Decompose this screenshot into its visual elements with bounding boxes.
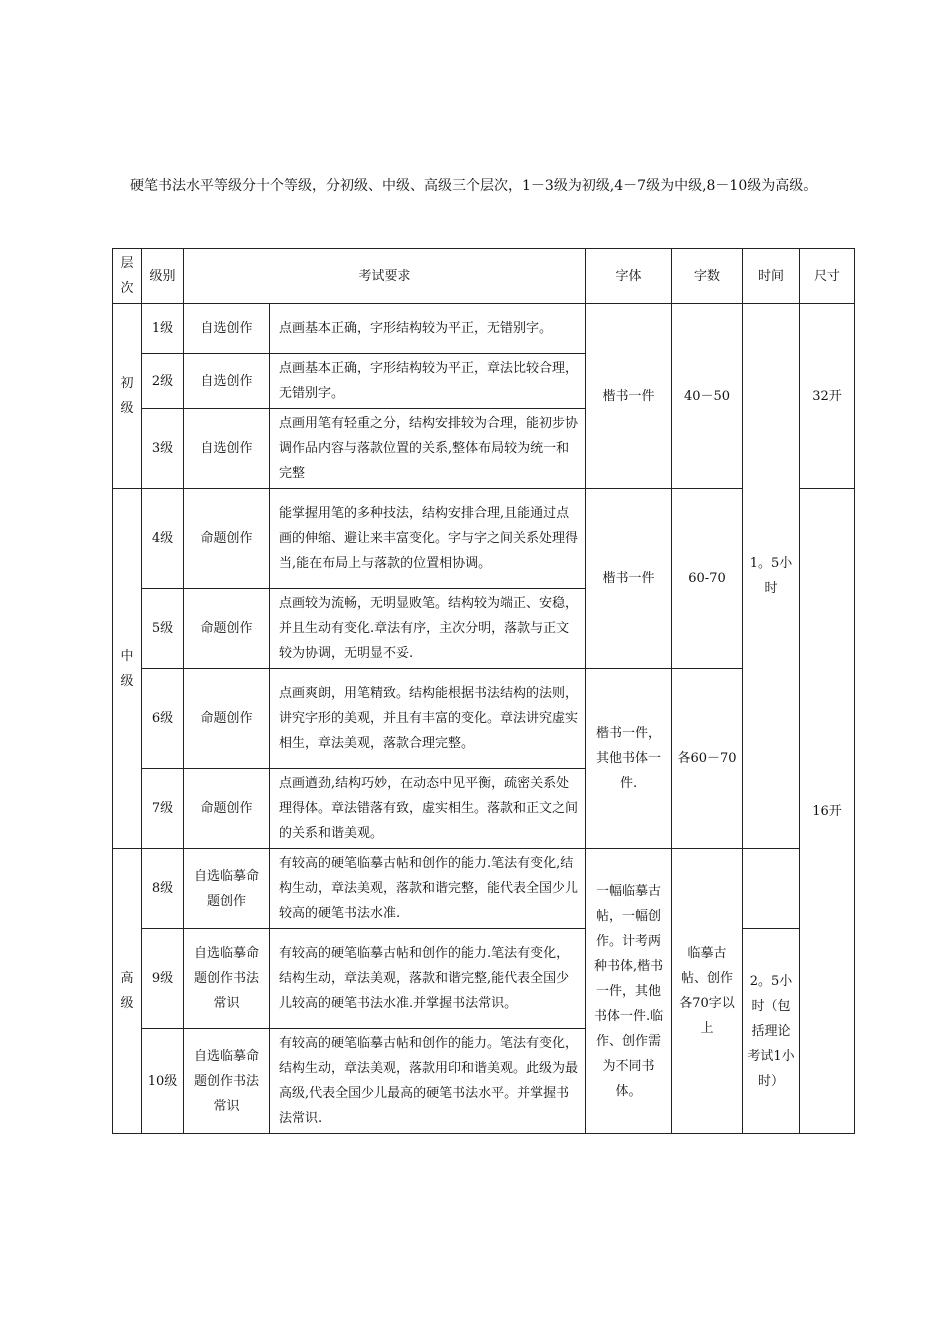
- requirement-cell: 点画基本正确，字形结构较为平正，无错别字。: [270, 304, 586, 354]
- intro-paragraph: 硬笔书法水平等级分十个等级，分初级、中级、高级三个层次，1－3级为初级,4－7级为中级,8－10级为高级。: [130, 178, 818, 194]
- grade-cell: 7级: [142, 769, 184, 849]
- requirement-cell: 有较高的硬笔临摹古帖和创作的能力.笔法有变化,结构生动，章法美观，落款和谐完整，能代表全国少儿较高的硬笔书法水准.: [270, 849, 586, 929]
- requirement-cell: 有较高的硬笔临摹古帖和创作的能力.笔法有变化，结构生动，章法美观，落款和谐完整,能代表全国少儿较高的硬笔书法水准.并掌握书法常识。: [270, 929, 586, 1029]
- group-advanced: 高级: [113, 849, 142, 1134]
- requirement-cell: 能掌握用笔的多种技法，结构安排合理,且能通过点画的伸缩、避让来丰富变化。字与字之间关系处理得当,能在布局上与落款的位置相协调。: [270, 489, 586, 589]
- header-level-group: 层次: [113, 249, 142, 304]
- chars-advanced: 临摹古帖、创作各70字以上: [672, 849, 743, 1134]
- grade-cell: 6级: [142, 669, 184, 769]
- type-cell: 自选创作: [184, 354, 270, 409]
- script-grades-4-5: 楷书一件: [586, 489, 672, 669]
- header-requirement: 考试要求: [184, 249, 586, 304]
- requirement-cell: 有较高的硬笔临摹古帖和创作的能力。笔法有变化，结构生动，章法美观，落款用印和谐美观。此级为最高级,代表全国少儿最高的硬笔书法水平。并掌握书法常识.: [270, 1029, 586, 1134]
- requirement-cell: 点画遒劲,结构巧妙，在动态中见平衡，疏密关系处理得体。章法错落有致，虚实相生。落款和正文之间的关系和谐美观。: [270, 769, 586, 849]
- grade-cell: 4级: [142, 489, 184, 589]
- requirement-cell: 点画较为流畅，无明显败笔。结构较为端正、安稳，并且生动有变化.章法有序，主次分明，落款与正文较为协调，无明显不妥.: [270, 589, 586, 669]
- type-cell: 命题创作: [184, 589, 270, 669]
- type-cell: 命题创作: [184, 669, 270, 769]
- header-time: 时间: [743, 249, 800, 304]
- header-size: 尺寸: [800, 249, 855, 304]
- time-advanced: 2。5小时（包括理论考试1小时）: [743, 929, 800, 1134]
- table-row: [113, 849, 855, 929]
- type-cell: 命题创作: [184, 489, 270, 589]
- grade-cell: 3级: [142, 409, 184, 489]
- script-grades-6-7: 楷书一件，其他书体一件.: [586, 669, 672, 849]
- time-main: 1。5小时: [743, 304, 800, 849]
- table-row: [113, 304, 855, 354]
- chars-grades-4-5: 60-70: [672, 489, 743, 669]
- table-row: [113, 929, 855, 1029]
- grade-table: [112, 248, 855, 1134]
- type-cell: 自选临摹命题创作书法常识: [184, 929, 270, 1029]
- header-script: 字体: [586, 249, 672, 304]
- group-primary: 初级: [113, 304, 142, 489]
- grade-cell: 8级: [142, 849, 184, 929]
- grade-cell: 1级: [142, 304, 184, 354]
- grade-cell: 10级: [142, 1029, 184, 1134]
- size-primary: 32开: [800, 304, 855, 489]
- type-cell: 自选临摹命题创作书法常识: [184, 1029, 270, 1134]
- chars-grades-6-7: 各60－70: [672, 669, 743, 849]
- header-grade: 级别: [142, 249, 184, 304]
- grade-cell: 9级: [142, 929, 184, 1029]
- size-other: 16开: [800, 489, 855, 1134]
- requirement-cell: 点画基本正确，字形结构较为平正，章法比较合理，无错别字。: [270, 354, 586, 409]
- type-cell: 自选创作: [184, 409, 270, 489]
- type-cell: 自选创作: [184, 304, 270, 354]
- grade-cell: 2级: [142, 354, 184, 409]
- header-row: [113, 249, 855, 304]
- header-chars: 字数: [672, 249, 743, 304]
- script-advanced: 一幅临摹古帖，一幅创作。计考两种书体,楷书一件，其他书体一件.临作、创作需为不同书体。: [586, 849, 672, 1134]
- group-middle: 中级: [113, 489, 142, 849]
- type-cell: 自选临摹命题创作: [184, 849, 270, 929]
- requirement-cell: 点画用笔有轻重之分，结构安排较为合理，能初步协调作品内容与落款位置的关系,整体布局较为统一和完整: [270, 409, 586, 489]
- chars-primary: 40－50: [672, 304, 743, 489]
- script-primary: 楷书一件: [586, 304, 672, 489]
- grade-cell: 5级: [142, 589, 184, 669]
- type-cell: 命题创作: [184, 769, 270, 849]
- requirement-cell: 点画爽朗，用笔精致。结构能根据书法结构的法则，讲究字形的美观，并且有丰富的变化。章法讲究虚实相生，章法美观，落款合理完整。: [270, 669, 586, 769]
